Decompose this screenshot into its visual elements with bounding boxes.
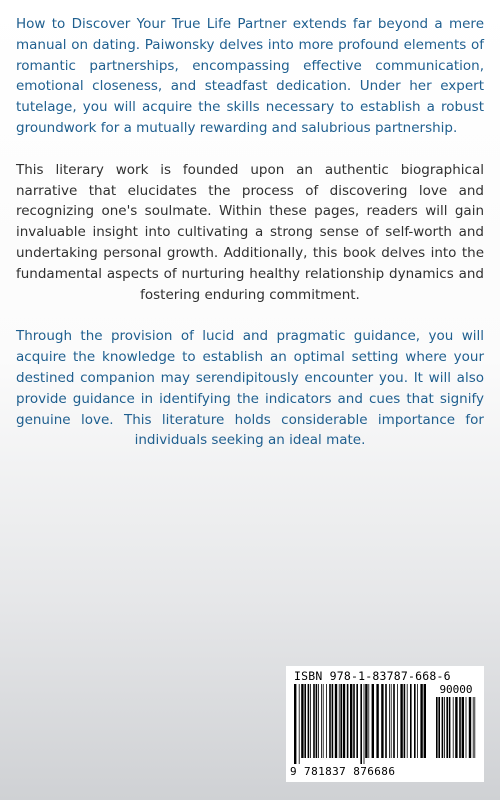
barcode-bar <box>466 697 467 758</box>
blurb-paragraph-3: Through the provision of lucid and pragmatic guidance, you will acquire the knowledge to establish an optimal setting where your destined companion may serendipitously encounter you. It will also provide guidance in identifying the indicators and cues that signify genuine love. This literature holds considerable importance for individuals seeking an ideal mate. <box>16 328 484 449</box>
barcode-bar <box>350 684 352 758</box>
barcode-bar <box>404 684 406 758</box>
isbn-barcode <box>286 666 484 782</box>
barcode-bar <box>347 684 349 758</box>
barcode-bar <box>385 684 387 758</box>
barcode-bar <box>294 684 296 764</box>
barcode-bar <box>393 684 395 758</box>
barcode-bar <box>400 684 402 758</box>
barcode-bar <box>459 697 461 758</box>
barcode-bar <box>424 684 426 758</box>
barcode-bar <box>410 684 412 758</box>
barcode-bar <box>444 697 445 758</box>
barcode-bar <box>442 697 444 758</box>
barcode-bar <box>368 684 369 758</box>
barcode-bar <box>376 684 378 758</box>
barcode-bar <box>321 684 322 758</box>
barcode-addon-bars <box>436 697 476 764</box>
barcode-bar <box>304 684 306 758</box>
barcode-bar <box>329 684 331 758</box>
barcode-bar <box>389 684 390 758</box>
barcode-bar <box>420 684 422 758</box>
blurb-paragraph-2: This literary work is founded upon an authentic biographical narrative that elucidates the process of discovering love and recognizing one's soulmate. Within these pages, readers will gain invaluable insight into cultivating a strong sense of self-worth and undertaking personal growth. Additionally, this book delves into the fundamental aspects of nurturing healthy relationship dynamics and fostering enduring commitment. <box>16 161 484 303</box>
barcode-bar <box>438 697 440 758</box>
barcode-bar <box>326 684 327 758</box>
barcode-bar <box>310 684 311 758</box>
barcode-bar <box>301 684 303 758</box>
barcode-bar <box>446 697 448 758</box>
barcode-digits: 9 781837 876686 <box>290 765 396 778</box>
barcode-bar <box>474 697 475 758</box>
barcode-bar <box>417 684 418 758</box>
barcode-bar <box>372 684 374 758</box>
barcode-bar <box>397 684 398 758</box>
barcode-bar <box>469 697 471 758</box>
barcode-bar <box>455 697 457 758</box>
barcode-bar <box>360 684 362 764</box>
barcode-bar <box>414 684 416 758</box>
barcode-bar <box>340 684 342 758</box>
barcode-bar <box>453 697 454 758</box>
barcode-bar <box>436 697 438 758</box>
barcode-bar <box>364 684 365 764</box>
barcode-bar <box>391 684 392 758</box>
barcode-bar <box>316 684 318 758</box>
barcode-bar <box>407 684 408 758</box>
barcode-bar <box>356 684 358 758</box>
barcode-bar <box>299 684 300 764</box>
barcode-bar <box>332 684 334 758</box>
blurb-text <box>16 14 484 472</box>
barcode-bar <box>308 684 310 758</box>
barcode-bars <box>294 684 428 764</box>
isbn-label: ISBN 978-1-83787-668-6 <box>294 669 451 683</box>
barcode-bar <box>343 684 345 758</box>
barcode-bar <box>313 684 315 758</box>
barcode-bar <box>473 697 474 758</box>
barcode-bar <box>353 684 355 758</box>
barcode-bar <box>335 684 337 758</box>
barcode-bar <box>323 684 324 758</box>
barcode-bar <box>449 697 451 758</box>
barcode-bar <box>381 684 383 758</box>
barcode-bar <box>318 684 319 758</box>
barcode-bar <box>462 697 464 758</box>
barcode-bar <box>365 684 367 758</box>
barcode-bar <box>339 684 340 758</box>
blurb-paragraph-1: How to Discover Your True Life Partner extends far beyond a mere manual on dating. Paiwonsky delves into more profound elements of romantic partnerships, encompassing effective communication, emotional closeness, and steadfast dedication. Under her expert tutelage, you will acquire the skills necessary to establish a robust groundwork for a mutually rewarding and salubrious partnership. <box>16 16 484 136</box>
barcode-addon-number: 90000 <box>439 683 473 696</box>
